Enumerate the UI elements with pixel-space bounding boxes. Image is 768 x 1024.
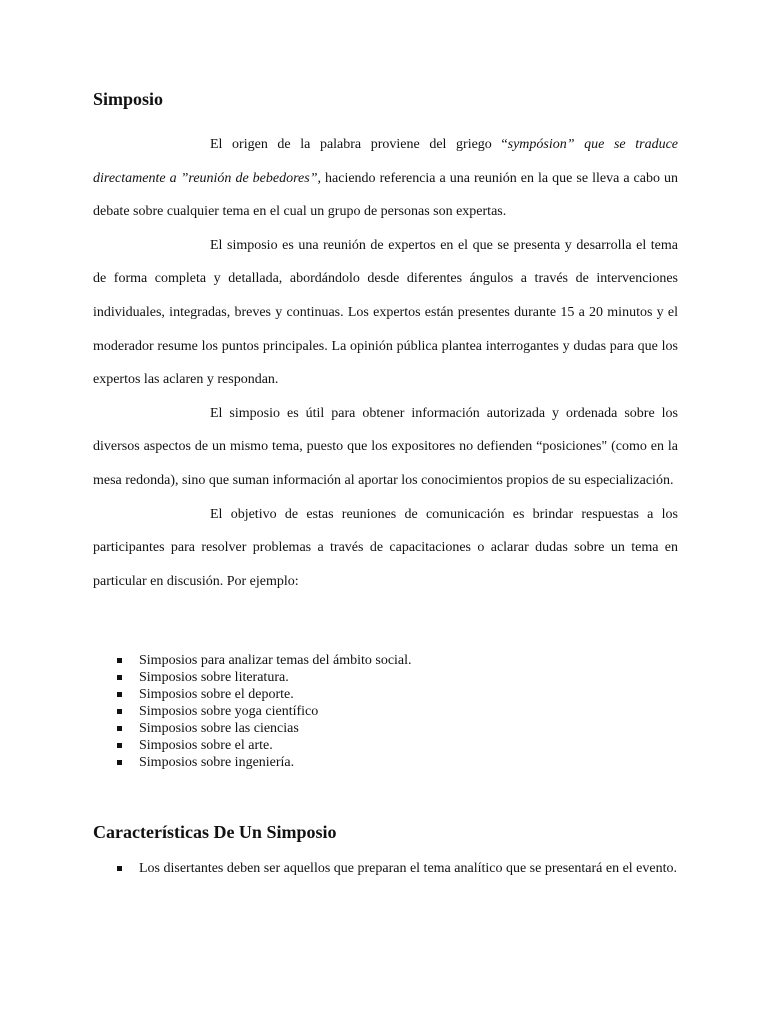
list-item-text: Simposios sobre el arte.: [139, 738, 273, 753]
list-item: [93, 703, 412, 720]
heading-simposio: Simposio: [93, 89, 164, 109]
italic-text: sympósion” que se traduce directamente a ”reunión de bebedores”: [93, 137, 678, 186]
list-item-text: Los disertantes deben ser aquellos que preparan el tema analítico que se presentará en el evento.: [139, 861, 677, 876]
list-item: [93, 860, 678, 877]
list-item-text: Simposios sobre el deporte.: [139, 687, 294, 702]
square-bullet-icon: [117, 658, 122, 663]
list-item: [93, 737, 412, 754]
square-bullet-icon: [117, 743, 122, 748]
text-segment: El objetivo de estas reuniones de comunicación es brindar respuestas a los participantes para resolver problemas a través de capacitaciones o aclarar dudas sobre un tema en particular en discusión. Por ejemplo:: [93, 506, 678, 589]
body-paragraphs: [93, 128, 678, 598]
square-bullet-icon: [117, 675, 122, 680]
text-segment: El simposio es útil para obtener información autorizada y ordenada sobre los diversos aspectos de un mismo tema, puesto que los expositores no defienden “posiciones" (como en la mesa redonda), sino que suman información al aportar los conocimientos propios de su especialización.: [93, 405, 678, 488]
list-item: [93, 652, 412, 669]
paragraph: [93, 229, 678, 397]
characteristics-list: [93, 860, 678, 877]
examples-list: [93, 652, 412, 771]
list-item-text: Simposios sobre literatura.: [139, 670, 289, 685]
list-item-text: Simposios sobre yoga científico: [139, 704, 319, 719]
square-bullet-icon: [117, 866, 122, 871]
list-item: [93, 686, 412, 703]
paragraph: [93, 128, 678, 229]
text-segment: , haciendo referencia a una reunión en la que se lleva a cabo un debate sobre cualquier tema en el cual un grupo de personas son expertas.: [93, 170, 678, 220]
list-item: [93, 754, 412, 771]
paragraph: [93, 498, 678, 599]
text-segment: El origen de la palabra proviene del griego “: [210, 137, 508, 152]
list-item-text: Simposios sobre las ciencias: [139, 721, 299, 736]
square-bullet-icon: [117, 726, 122, 731]
list-item-text: Simposios sobre ingeniería.: [139, 755, 295, 770]
list-item: [93, 669, 412, 686]
square-bullet-icon: [117, 692, 122, 697]
list-item-text: Simposios para analizar temas del ámbito social.: [139, 653, 412, 668]
list-item: [93, 720, 412, 737]
heading-caracteristicas: Características De Un Simposio: [93, 822, 337, 842]
square-bullet-icon: [117, 709, 122, 714]
paragraph: [93, 397, 678, 498]
text-segment: El simposio es una reunión de expertos en el que se presenta y desarrolla el tema de forma completa y detallada, abordándolo desde diferentes ángulos a través de intervenciones individuales, integradas, breves y continuas. Los expertos están presentes durante 15 a 20 minutos y el moderador resume los puntos principales. La opinión pública plantea interrogantes y dudas para que los expertos las aclaren y respondan.: [93, 237, 678, 388]
square-bullet-icon: [117, 760, 122, 765]
